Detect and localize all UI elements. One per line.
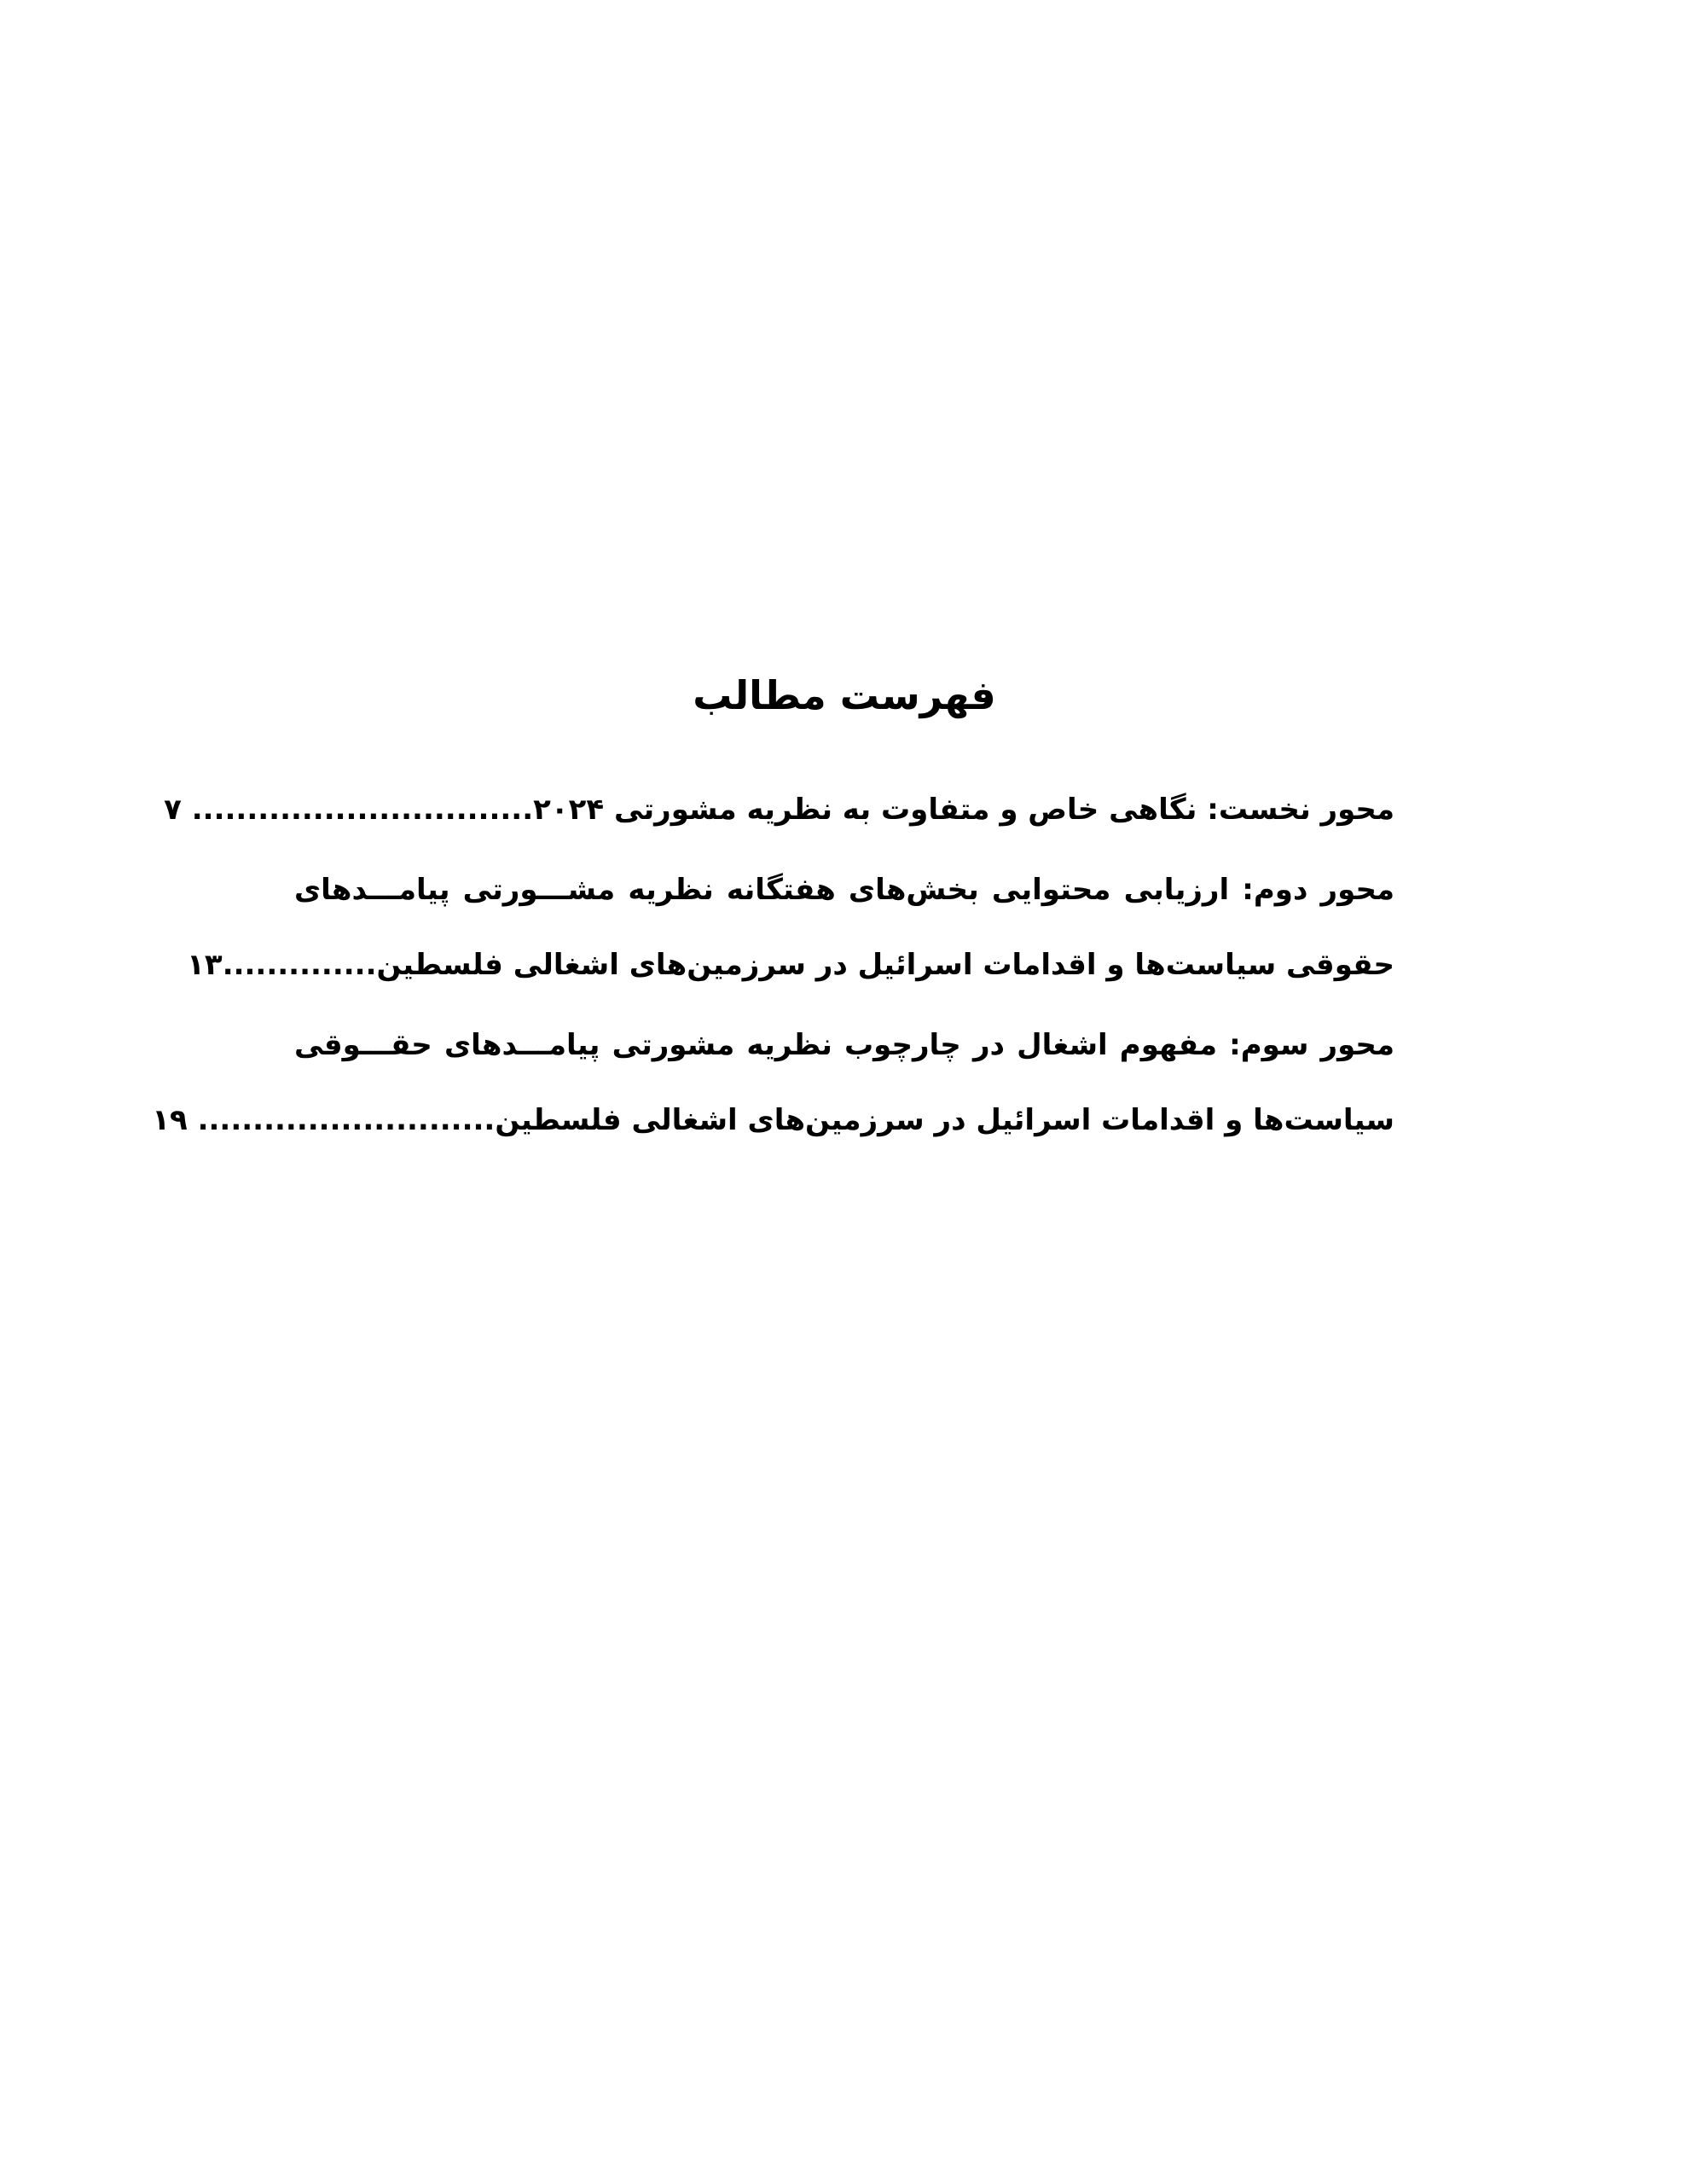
toc-entry-title: محور دوم: ارزیابی محتوایی بخش‌های هفتگانه نظریه مشـــورتی پیامـــدهای: [294, 873, 1394, 907]
toc-entry-title: محور سوم: مفهوم اشغال در چارچوب نظریه مشورتی پیامـــدهای حقـــوقی: [294, 1028, 1394, 1062]
toc-entry-2: [187, 852, 1394, 1002]
toc-entry-1: [164, 772, 1394, 847]
toc-leader-dots: ...........................: [197, 1103, 496, 1137]
table-of-contents: [152, 665, 1394, 1163]
toc-page-number: ۱۳: [187, 948, 223, 982]
toc-entry-title-continued: سیاست‌ها و اقدامات اسرائیل در سرزمین‌های اشغالی فلسطین: [495, 1103, 1394, 1137]
toc-entry-3: [152, 1008, 1394, 1158]
toc-entry-title: محور نخست: نگاهی خاص و متفاوت به نظریه مشورتی ۲۰۲۴: [533, 793, 1394, 827]
toc-leader-dots: ..............: [222, 948, 377, 982]
toc-leader-dots: ...............................: [191, 793, 534, 827]
toc-title: فهرست مطالب: [693, 672, 996, 718]
toc-page-number: ۱۹: [152, 1103, 188, 1137]
toc-page-number: ۷: [164, 793, 182, 827]
toc-entry-line: [164, 772, 1394, 847]
toc-entry-line: [187, 927, 1394, 1002]
toc-entry-line: [152, 1083, 1394, 1158]
toc-entry-title-continued: حقوقی سیاست‌ها و اقدامات اسرائیل در سرزمین‌های اشغالی فلسطین: [376, 948, 1394, 982]
